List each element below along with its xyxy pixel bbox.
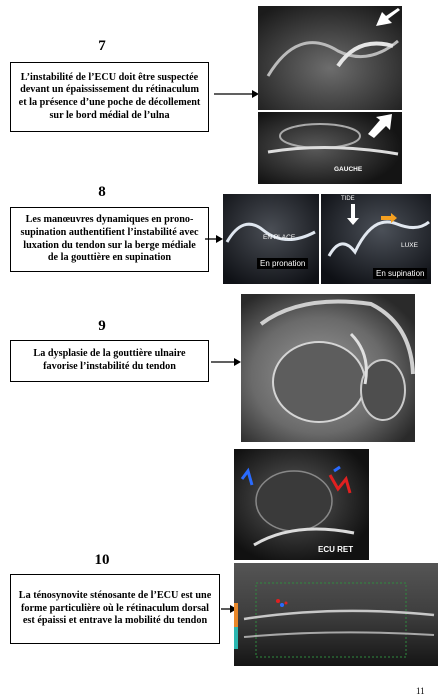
tide-label: TIDE <box>341 196 355 202</box>
mri-image <box>241 294 415 442</box>
section-8-arrow <box>204 233 224 245</box>
section-7-arrow <box>212 88 260 100</box>
page-number: 11 <box>416 686 425 696</box>
en-supination-label: En supination <box>373 268 427 279</box>
section-8-number: 8 <box>98 184 106 200</box>
section-9-arrow <box>210 356 242 368</box>
ecu-ret-label: ECU RET <box>318 545 354 554</box>
section-8-caption: Les manœuvres dynamiques en prono-supination authentifient l’instabilité avec luxation du tendon sur la berge médiale de la gouttière en supination <box>10 207 209 272</box>
section-10-number: 10 <box>94 552 110 568</box>
section-10-caption: La ténosynovite sténosante de l’ECU est une forme particulière où le rétinaculum dorsal est épaissi et entrave la mobilité du tendon <box>10 574 220 644</box>
luxe-label: LUXE <box>401 242 418 249</box>
ultrasound-image-supination <box>321 194 431 284</box>
section-9-caption: La dysplasie de la gouttière ulnaire favorise l’instabilité du tendon <box>10 340 209 382</box>
section-7-caption: L’instabilité de l’ECU doit être suspectée devant un épaississement du rétinaculum et la présence d’une poche de décollement sur le bord médial de l’ulna <box>10 62 209 132</box>
doppler-image-bottom <box>234 563 438 666</box>
ultrasound-image-7-top <box>258 6 402 110</box>
en-place-label: EN PLACE <box>263 234 296 241</box>
en-pronation-label: En pronation <box>257 258 308 269</box>
doppler-image-top <box>234 449 369 560</box>
section-7-number: 7 <box>98 38 106 54</box>
ultrasound-image-pronation <box>223 194 319 284</box>
ultrasound-image-7-bottom <box>258 112 402 184</box>
gauche-label: GAUCHE <box>334 166 363 173</box>
section-9-number: 9 <box>98 318 106 334</box>
